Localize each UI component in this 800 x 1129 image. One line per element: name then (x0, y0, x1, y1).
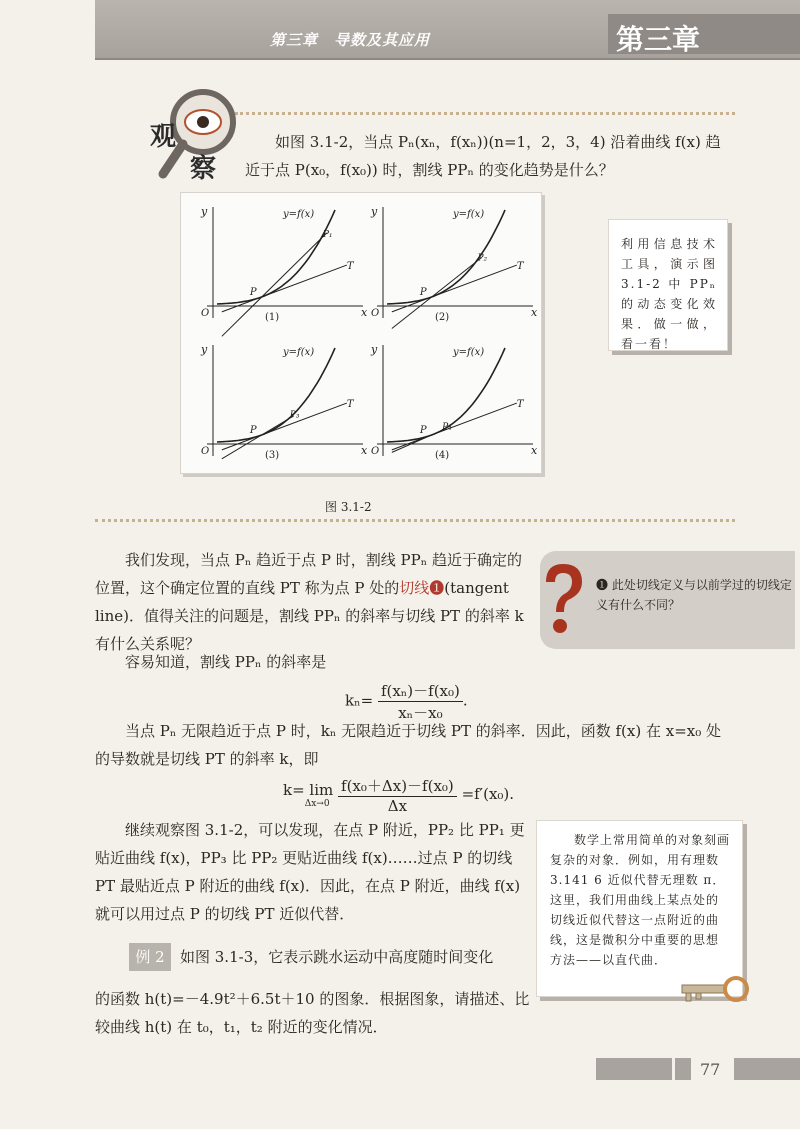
formula-2-fraction (338, 775, 457, 815)
observe-badge-char-2: 察 (190, 154, 217, 184)
secant-line-3 (222, 416, 294, 459)
point-P-label-2: P (419, 286, 427, 298)
point-P-label-4: P (419, 424, 427, 436)
observe-question: 如图 3.1-2，当点 Pₙ(xₙ，f(xₙ))(n=1，2，3，4) 沿着曲线 f(x) 趋近于点 P(x₀，f(x₀)) 时，割线 PPₙ 的变化趋势是什么？ (245, 133, 721, 179)
y-axis-label-1: y (201, 205, 208, 218)
dotted-divider-top (235, 112, 735, 115)
panel-label-4: (4) (435, 450, 450, 461)
point-Pn-label-2: P₂ (477, 253, 488, 264)
point-T-label-4: T (516, 399, 524, 411)
origin-label-1: O (201, 308, 210, 319)
paragraph-derivative-slope: 当点 Pₙ 无限趋近于点 P 时，kₙ 无限趋近于切线 PT 的斜率．因此，函数 f(x) 在 x=x₀ 处的导数就是切线 PT 的斜率 k，即 (95, 722, 722, 768)
footer-bar-right (734, 1058, 800, 1080)
point-T-label-3: T (346, 399, 354, 411)
paragraph-secant-slope: 容易知道，割线 PPₙ 的斜率是 (125, 653, 327, 671)
formula-derivative-limit (283, 775, 514, 815)
curve-label-4: y=f(x) (453, 347, 485, 358)
x-axis-label-1: x (361, 306, 368, 319)
figure-caption: 图 3.1-2 (325, 500, 372, 514)
footer-bar-small (675, 1058, 691, 1080)
paragraph-1-part-b: (tangent line)．值得关注的问题是，割线 PPₙ 的斜率与切线 PT 的斜率 k 有什么关系呢？ (95, 579, 524, 653)
figure-3-1-2 (180, 192, 542, 474)
y-axis-label-4: y (371, 343, 378, 356)
figure-panels (181, 193, 541, 473)
header-chapter-label: 第三章 (616, 23, 701, 56)
paragraph-1-part-a: 我们发现，当点 Pₙ 趋近于点 P 时，割线 PPₙ 趋近于确定的位置，这个确定位置的直线 PT 称为点 P 处的 (95, 551, 522, 597)
tangent-line-1 (222, 265, 347, 312)
origin-label-2: O (371, 308, 380, 319)
formula-2-numerator: f(x₀＋Δx)－f(x₀) (338, 775, 457, 797)
example-label: 例 2 (129, 943, 171, 971)
origin-label-4: O (371, 446, 380, 457)
point-P-label-1: P (249, 286, 257, 298)
panel-label-1: (1) (265, 312, 280, 323)
panel-label-2: (2) (435, 312, 450, 323)
origin-label-3: O (201, 446, 210, 457)
formula-2-limit (283, 781, 333, 809)
point-P-label-3: P (249, 424, 257, 436)
paragraph-tangent-definition (95, 546, 530, 658)
point-Pn-label-1: P₁ (322, 229, 333, 240)
tangent-line-3 (222, 403, 347, 450)
formula-2-denominator: Δx (387, 797, 408, 815)
curve-label-3: y=f(x) (283, 347, 315, 358)
example-2-line-2: 的函数 h(t)=－4.9t²＋6.5t＋10 的图象．根据图象，请描述、比较曲线 h(t) 在 t₀，t₁，t₂ 附近的变化情况． (95, 990, 530, 1036)
side-note-tech: 利用信息技术工具，演示图 3.1-2 中 PPₙ 的动态变化效果．做一做，看一看！ (608, 219, 728, 351)
y-axis-label-3: y (201, 343, 208, 356)
formula-1-end: . (462, 691, 468, 710)
point-T-label-1: T (346, 261, 354, 273)
curve-2 (387, 210, 505, 304)
formula-2-rhs: =f′(x₀). (461, 785, 515, 803)
page-number: 77 (700, 1060, 721, 1079)
formula-1-lhs: kₙ= (345, 691, 374, 710)
tangent-term: 切线❶ (399, 579, 445, 597)
dotted-divider-bottom (95, 519, 735, 522)
observe-badge-char-1: 观 (150, 122, 177, 152)
curve-3 (217, 348, 335, 442)
formula-1-denominator: xₙ－x₀ (398, 704, 443, 722)
key-icon (680, 975, 750, 1005)
paragraph-approximation: 继续观察图 3.1-2，可以发现，在点 P 附近，PP₂ 比 PP₁ 更贴近曲线 f(x)，PP₃ 比 PP₂ 更贴近曲线 f(x)……过点 P 的切线 PT 最贴近点 P 附近的曲线 f(x)．因此，在点 P 附近，曲线 f(x) 就可以用过点 P 的切线 PT 近似代替． (95, 821, 525, 923)
header-chapter-tab (608, 14, 800, 54)
x-axis-label-4: x (531, 444, 538, 457)
point-T-label-2: T (516, 261, 524, 273)
formula-1-numerator: f(xₙ)－f(x₀) (378, 680, 463, 702)
point-Pn-label-3: P₃ (289, 410, 300, 421)
curve-1 (217, 210, 335, 304)
example-2-line-1: 如图 3.1-3，它表示跳水运动中高度随时间变化 (180, 948, 494, 966)
point-Pn-label-4: P₄ (442, 422, 452, 433)
panel-label-3: (3) (265, 450, 280, 461)
header-title: 第三章 导数及其应用 (270, 31, 431, 49)
curve-label-2: y=f(x) (453, 209, 485, 220)
side-note-idea: 数学上常用简单的对象刻画复杂的对象．例如，用有理数 3.141 6 近似代替无理数 π．这里，我们用曲线上某点处的切线近似代替这一点附近的曲线，这是微积分中重要的思想方法——以直代曲． (550, 833, 731, 967)
footer-bar-left (596, 1058, 672, 1080)
tangent-line-2 (392, 265, 517, 312)
side-note-question: ❶ 此处切线定义与以前学过的切线定义有什么不同？ (596, 578, 792, 612)
curve-label-1: y=f(x) (283, 209, 315, 220)
x-axis-label-2: x (531, 306, 538, 319)
tangent-line-4 (392, 403, 517, 450)
formula-2-limit-subscript: Δx→0 (304, 799, 330, 809)
formula-2-lhs: k= lim (283, 781, 334, 799)
y-axis-label-2: y (371, 205, 378, 218)
x-axis-label-3: x (361, 444, 368, 457)
